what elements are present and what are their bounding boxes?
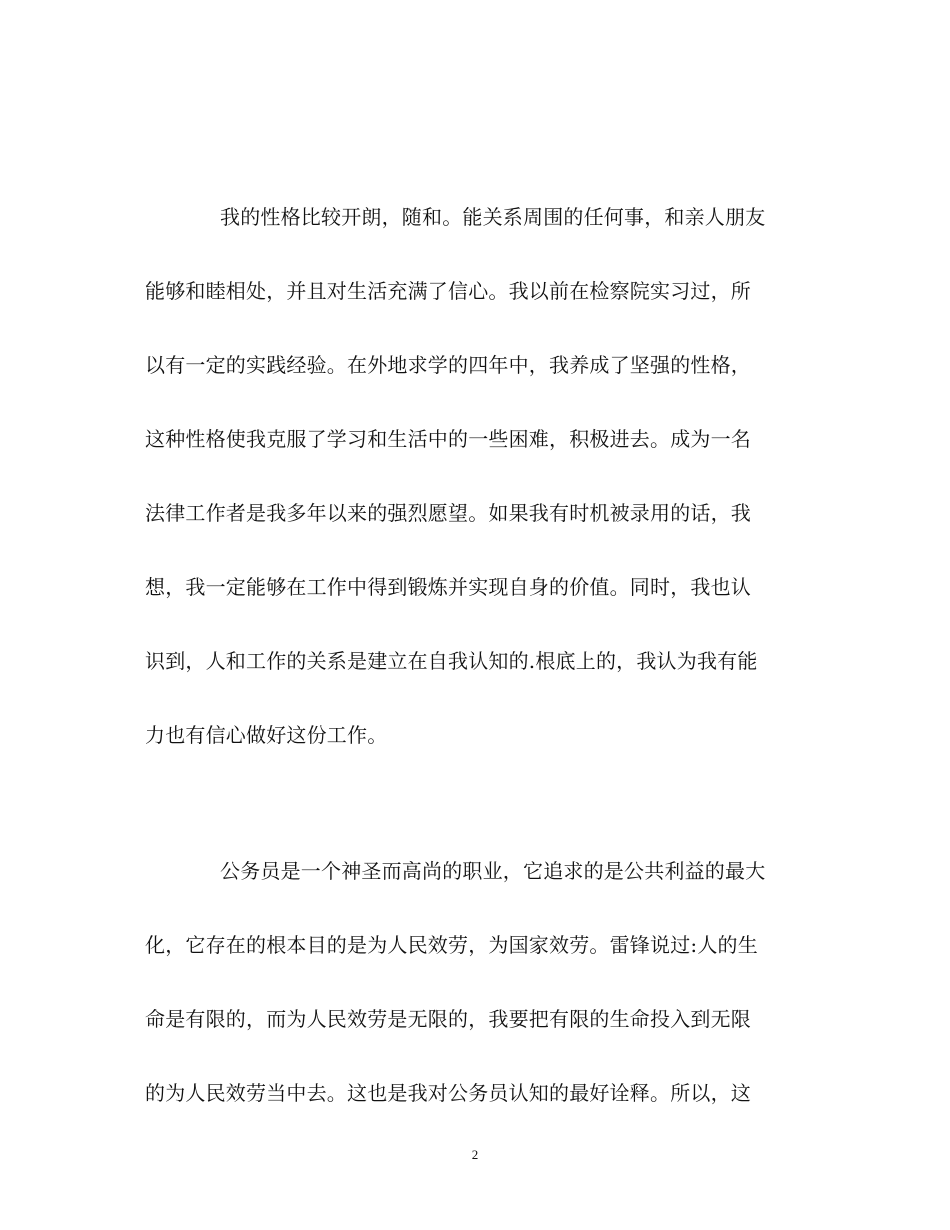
paragraph-line: 力也有信心做好这份工作。 — [145, 723, 388, 747]
paragraph-2 — [145, 834, 810, 1130]
paragraph-line: 的为人民效劳当中去。这也是我对公务员认知的最好诠释。所以，这 — [145, 1081, 751, 1105]
paragraph-line: 化，它存在的根本目的是为人民效劳，为国家效劳。雷锋说过:人的生 — [145, 933, 758, 957]
paragraph-1 — [145, 180, 810, 772]
paragraph-line: 公务员是一个神圣而高尚的职业，它追求的是公共利益的最大 — [220, 859, 766, 883]
paragraph-line: 能够和睦相处，并且对生活充满了信心。我以前在检察院实习过，所 — [145, 279, 751, 303]
paragraph-line: 命是有限的，而为人民效劳是无限的，我要把有限的生命投入到无限 — [145, 1007, 751, 1031]
paragraph-line: 法律工作者是我多年以来的强烈愿望。如果我有时机被录用的话，我 — [145, 501, 751, 525]
paragraph-line: 这种性格使我克服了学习和生活中的一些困难，积极进去。成为一名 — [145, 427, 751, 451]
page-number: 2 — [471, 1147, 479, 1162]
paragraph-line: 识到，人和工作的关系是建立在自我认知的.根底上的，我认为我有能 — [145, 649, 758, 673]
paragraph-line: 我的性格比较开朗，随和。能关系周围的任何事，和亲人朋友 — [220, 205, 766, 229]
paragraph-line: 以有一定的实践经验。在外地求学的四年中，我养成了坚强的性格， — [145, 353, 751, 377]
paragraph-line: 想，我一定能够在工作中得到锻炼并实现自身的价值。同时，我也认 — [145, 575, 751, 599]
